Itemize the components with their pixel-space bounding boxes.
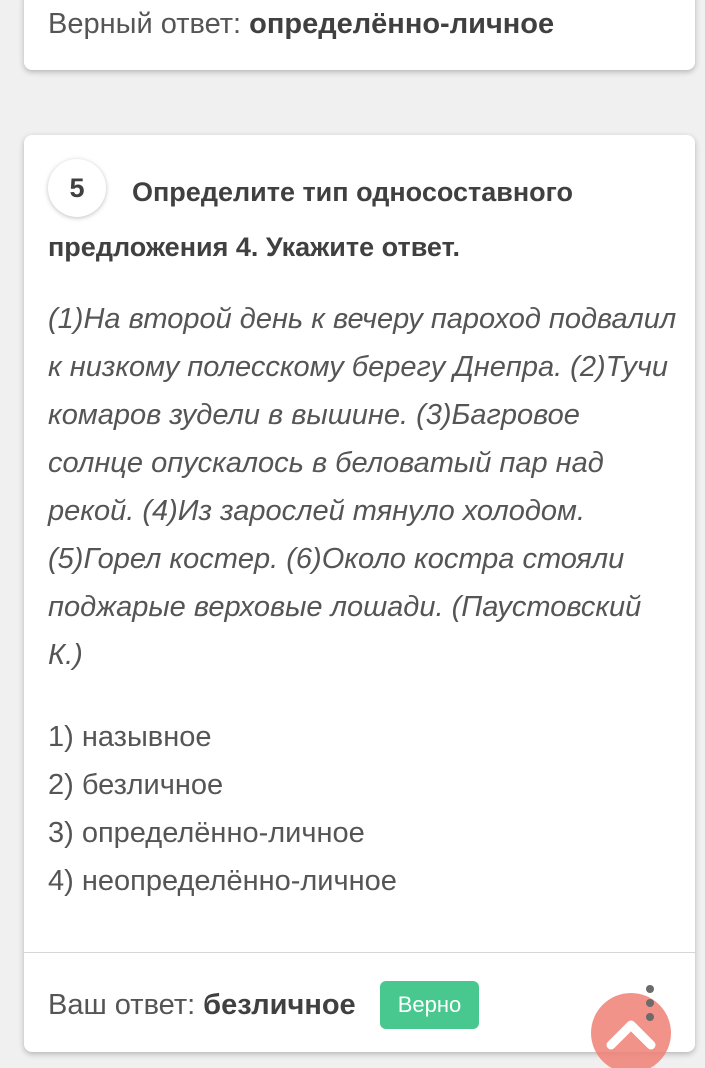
answer-option: 3) определённо-личное — [48, 817, 365, 849]
correct-answer-value: определённо-личное — [249, 8, 555, 40]
card-divider — [24, 952, 695, 953]
answer-option: 1) назывное — [48, 721, 212, 753]
previous-question-card — [24, 0, 695, 70]
correct-answer-line — [48, 8, 554, 41]
more-vertical-icon[interactable] — [644, 985, 656, 1021]
your-answer-label: Ваш ответ: — [48, 988, 196, 1021]
your-answer-value: безличное — [203, 988, 356, 1021]
menu-dot — [646, 1013, 654, 1021]
correct-status-badge: Верно — [380, 981, 480, 1029]
passage-text: (1)На второй день к вечеру пароход подвалил к низкому полесскому берегу Днепра. (2)Тучи комаров зудели в вышине. (3)Багровое солнце опускалось в беловатый пар над рекой. (4)Из зарослей тянуло холодом. (5)Горел костер. (6)Около костра стояли поджарые верховые лошади. (Паустовский К.) — [48, 303, 677, 671]
menu-dot — [646, 985, 654, 993]
menu-dot — [646, 999, 654, 1007]
answer-options — [48, 713, 668, 905]
answer-option: 4) неопределённо-личное — [48, 865, 397, 897]
question-card — [24, 135, 695, 1052]
answer-footer — [48, 980, 479, 1030]
answer-option: 2) безличное — [48, 769, 224, 801]
question-text: Определите тип односоставного предложения 4. Укажите ответ. — [48, 177, 574, 262]
question-number-badge: 5 — [48, 159, 106, 217]
scroll-to-top-button[interactable] — [591, 993, 671, 1068]
correct-answer-label: Верный ответ: — [48, 8, 242, 40]
